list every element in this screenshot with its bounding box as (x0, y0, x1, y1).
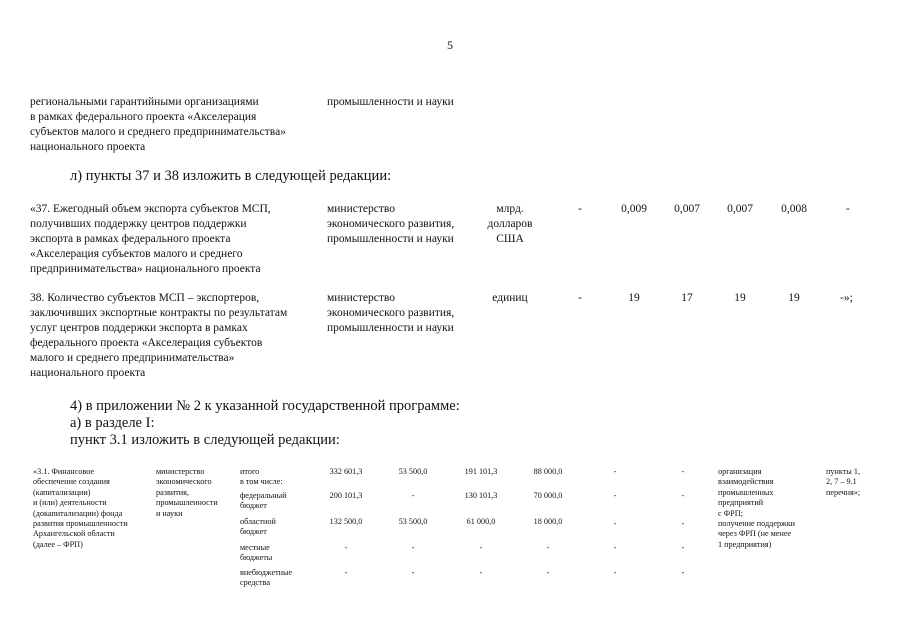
text-line: пункт 3.1 изложить в следующей редакции: (70, 432, 340, 448)
text-line: «37. Ежегодный объем экспорта субъектов МСП, (30, 203, 271, 215)
text-line: и науки (156, 508, 183, 518)
text-line: областной (240, 517, 276, 526)
text-line: бюджет (240, 501, 267, 511)
total-val-1: 332 601,3 (329, 467, 363, 476)
text-line: бюджеты (240, 553, 273, 563)
extrabudget-val-4: - (546, 568, 550, 577)
source-total-label (240, 467, 283, 488)
text-line: экономического развития, (327, 218, 455, 230)
regional-val-1: 132 500,0 (329, 517, 363, 526)
text-line: в том числе: (240, 477, 283, 487)
row-38-v4: 19 (788, 292, 800, 304)
text-line: национального проекта (30, 367, 146, 379)
text-line: 2, 7 – 9.1 (826, 477, 857, 487)
text-line: через ФРП (не менее (718, 529, 792, 539)
row-38-base: - (578, 292, 582, 304)
extrabudget-val-3: - (479, 568, 483, 577)
row-37-v2: 0,007 (674, 203, 700, 215)
text-line: региональными гарантийными организациями (30, 96, 259, 108)
text-line: и (или) деятельности (33, 498, 107, 508)
text-line: получивших поддержку центров поддержки (30, 218, 247, 230)
text-line: развития, (156, 487, 189, 497)
extrabudget-val-2: - (411, 568, 415, 577)
source-extrabudget-label (240, 568, 292, 589)
local-val-4: - (546, 543, 550, 552)
text-line: экспорта в рамках федерального проекта (30, 233, 231, 245)
text-line: внебюджетные (240, 568, 293, 577)
row-37-v4: 0,008 (781, 203, 807, 215)
text-line: «3.1. Финансовое (33, 467, 95, 476)
item-3-1-name (33, 467, 128, 550)
text-line: промышленности и науки (327, 96, 454, 108)
row-37-ministry (327, 202, 454, 247)
text-line: (капитализации) (33, 487, 91, 497)
text-line: услуг центров поддержки экспорта в рамках (30, 322, 248, 334)
top-block-name (30, 95, 286, 155)
instruction-l: л) пункты 37 и 38 изложить в следующей редакции: (70, 168, 392, 184)
row-37-v1: 0,009 (621, 203, 647, 215)
source-federal-label (240, 491, 287, 512)
federal-val-6: - (681, 491, 685, 500)
row-37-name (30, 202, 271, 277)
row-38-end: -»; (840, 292, 853, 304)
text-line: с ФРП; (718, 508, 743, 518)
federal-val-1: 200 101,3 (329, 491, 363, 500)
text-line: заключивших экспортные контракты по результатам (30, 307, 288, 319)
text-line: промышленности и науки (327, 233, 454, 245)
text-line: обеспечение создания (33, 477, 110, 487)
row-37-base: - (578, 203, 582, 215)
text-line: получение поддержки (718, 519, 796, 529)
text-line: бюджет (240, 527, 267, 537)
text-line: предприятий (718, 498, 764, 508)
text-line: (далее – ФРП) (33, 539, 83, 549)
total-val-5: - (613, 467, 617, 476)
federal-val-5: - (613, 491, 617, 500)
total-val-2: 53 500,0 (398, 467, 428, 476)
row-37-end: - (846, 203, 850, 215)
item-3-1-points (826, 467, 860, 498)
text-line: развития промышленности (33, 519, 128, 529)
regional-val-5: - (613, 519, 617, 528)
instructions-annex-2 (70, 398, 460, 449)
local-val-1: - (344, 543, 348, 552)
item-3-1-ministry (156, 467, 218, 519)
text-line: экономического (156, 477, 212, 487)
row-38-v1: 19 (628, 292, 640, 304)
text-line: Архангельской области (33, 529, 115, 539)
text-line: взаимодействия (718, 477, 774, 487)
regional-val-2: 53 500,0 (398, 517, 428, 526)
regional-val-6: - (681, 519, 685, 528)
text-line: промышленных (718, 487, 774, 497)
text-line: экономического развития, (327, 307, 455, 319)
total-val-3: 191 101,3 (464, 467, 498, 476)
regional-val-4: 18 000,0 (533, 517, 563, 526)
top-block-ministry (327, 95, 454, 110)
text-line: предпринимательства» национального проекта (30, 263, 261, 275)
row-38-ministry (327, 291, 454, 336)
federal-val-2: - (411, 491, 415, 500)
row-38-v3: 19 (734, 292, 746, 304)
text-line: долларов (487, 218, 533, 230)
federal-val-3: 130 101,3 (464, 491, 498, 500)
local-val-6: - (681, 543, 685, 552)
text-line: министерство (156, 467, 205, 476)
row-37-v3: 0,007 (727, 203, 753, 215)
extrabudget-val-5: - (613, 568, 617, 577)
text-line: «Акселерация субъектов малого и среднего (30, 248, 243, 260)
local-val-5: - (613, 543, 617, 552)
text-line: пункты 1, (826, 467, 860, 476)
extrabudget-val-6: - (681, 568, 685, 577)
row-37-unit (480, 202, 540, 247)
text-line: (докапитализации) фонда (33, 508, 123, 518)
text-line: местные (240, 543, 270, 552)
local-val-3: - (479, 543, 483, 552)
text-line: перечня»; (826, 487, 861, 497)
text-line: млрд. (496, 203, 524, 215)
text-line: а) в разделе I: (70, 415, 155, 431)
text-line: единиц (492, 292, 528, 304)
row-38-name (30, 291, 287, 381)
source-local-label (240, 543, 272, 564)
row-38-v2: 17 (681, 292, 693, 304)
text-line: промышленности (156, 498, 218, 508)
extrabudget-val-1: - (344, 568, 348, 577)
text-line: 4) в приложении № 2 к указанной государственной программе: (70, 398, 460, 414)
source-regional-label (240, 517, 276, 538)
local-val-2: - (411, 543, 415, 552)
text-line: федерального проекта «Акселерация субъектов (30, 337, 263, 349)
text-line: федеральный (240, 491, 287, 500)
text-line: 1 предприятия) (718, 539, 772, 549)
text-line: субъектов малого и среднего предпринимательства» (30, 126, 286, 138)
text-line: США (496, 233, 524, 245)
text-line: средства (240, 578, 271, 588)
text-line: промышленности и науки (327, 322, 454, 334)
text-line: в рамках федерального проекта «Акселерация (30, 111, 257, 123)
text-line: министерство (327, 203, 395, 215)
regional-val-3: 61 000,0 (466, 517, 496, 526)
text-line: итого (240, 467, 260, 476)
page-number: 5 (447, 38, 453, 52)
text-line: 38. Количество субъектов МСП – экспортеров, (30, 292, 260, 304)
text-line: национального проекта (30, 141, 146, 153)
total-val-4: 88 000,0 (533, 467, 563, 476)
text-line: организация (718, 467, 762, 476)
text-line: малого и среднего предпринимательства» (30, 352, 235, 364)
total-val-6: - (681, 467, 685, 476)
federal-val-4: 70 000,0 (533, 491, 563, 500)
text-line: министерство (327, 292, 395, 304)
row-38-unit (480, 291, 540, 306)
item-3-1-result (718, 467, 795, 550)
